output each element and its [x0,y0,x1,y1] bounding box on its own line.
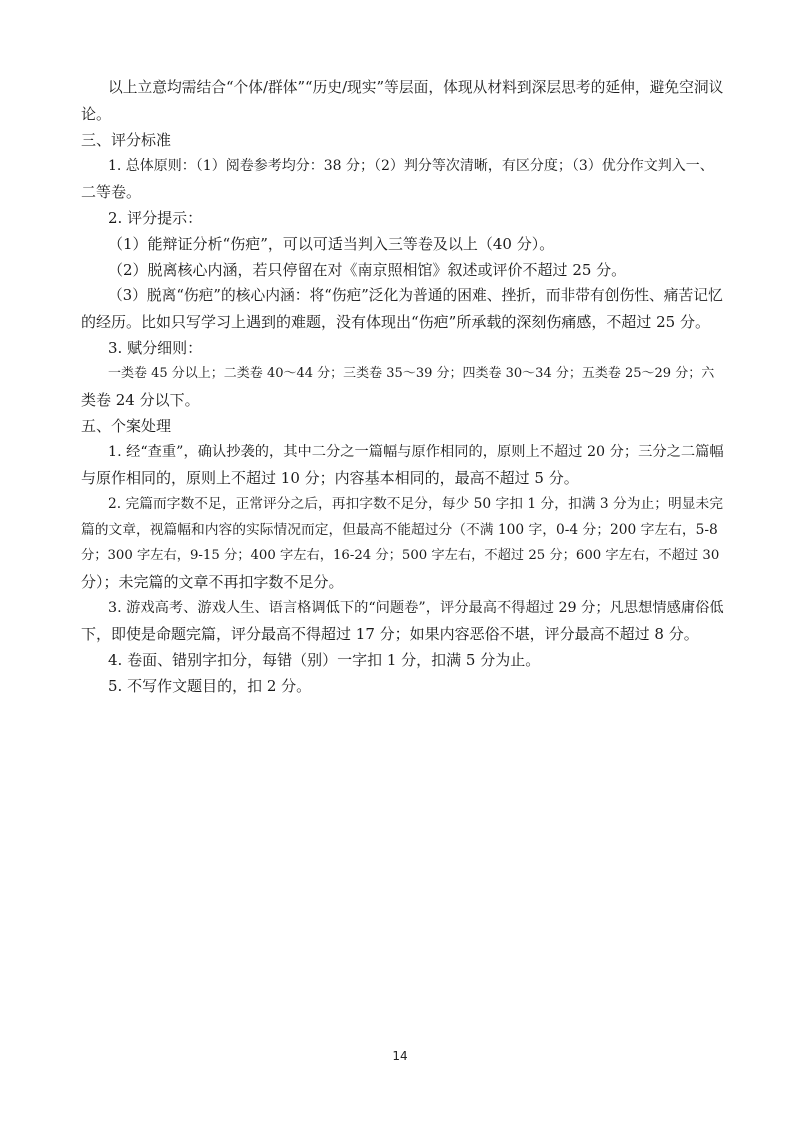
s5-item2-line-2: 篇的文章，视篇幅和内容的实际情况而定，但最高不能超过分（不满 100 字，0-4 分；200 字左右，5-8 [81,522,718,538]
s5-item5: 5. 不写作文题目的，扣 2 分。 [108,677,312,695]
s5-item2-line-3: 分；300 字左右，9-15 分；400 字左右，16-24 分；500 字左右，不超过 25 分；600 字左右，不超过 30 [81,548,720,563]
s5-item1-line-1: 1. 经“查重”，确认抄袭的，其中二分之一篇幅与原作相同的，原则上不超过 20 分；三分之二篇幅 [108,444,724,460]
s3-item1-line-1: 1. 总体原则：（1）阅卷参考均分：38 分；（2）判分等次清晰，有区分度；（3）优分作文判入一、 [108,158,714,174]
s3-item2-heading: 2. 评分提示： [108,209,203,227]
s3-tip-2: （2）脱离核心内涵，若只停留在对《南京照相馆》叙述或评价不超过 25 分。 [108,261,627,279]
page-number: 14 [392,1049,408,1063]
intro-line-1: 以上立意均需结合“个体/群体”“历史/现实”等层面，体现从材料到深层思考的延伸，避免空洞议 [108,79,724,96]
s3-item1-line-2: 二等卷。 [81,183,142,201]
s5-item3-line-1: 3. 游戏高考、游戏人生、语言格调低下的“问题卷”，评分最高不得超过 29 分；凡思想情感庸俗低 [108,600,724,616]
s5-item1-line-2: 与原作相同的，原则上不超过 10 分；内容基本相同的，最高不超过 5 分。 [81,469,579,487]
s3-tip-1: （1）能辩证分析“伤疤”，可以可适当判入三等卷及以上（40 分）。 [108,235,555,253]
s3-item3-line-1: 一类卷 45 分以上；二类卷 40～44 分；三类卷 35～39 分；四类卷 30～34 分；五类卷 25～29 分；六 [108,366,715,381]
s5-item3-line-2: 下，即使是命题完篇，评分最高不得超过 17 分；如果内容恶俗不堪，评分最高不超过 8 分。 [81,625,699,643]
s3-tip-3-line-2: 的经历。比如只写学习上遇到的难题，没有体现出“伤疤”所承载的深刻伤痛感，不超过 25 分。 [81,313,710,331]
s3-tip-3-line-1: （3）脱离“伤疤”的核心内涵：将“伤疤”泛化为普通的困难、挫折，而非带有创伤性、痛苦记忆 [108,287,723,304]
section-3-heading: 三、评分标准 [81,131,172,149]
intro-line-2: 论。 [81,105,112,123]
s3-item3-line-2: 类卷 24 分以下。 [81,391,200,409]
section-5-heading: 五、个案处理 [81,417,172,435]
s5-item2-line-4: 分）；未完篇的文章不再扣字数不足分。 [81,573,344,591]
s5-item4: 4. 卷面、错别字扣分，每错（别）一字扣 1 分，扣满 5 分为止。 [108,651,541,669]
s5-item2-line-1: 2. 完篇而字数不足，正常评分之后，再扣字数不足分，每少 50 字扣 1 分，扣满 3 分为止；明显未完 [108,496,723,512]
s3-item3-heading: 3. 赋分细则： [108,339,203,357]
